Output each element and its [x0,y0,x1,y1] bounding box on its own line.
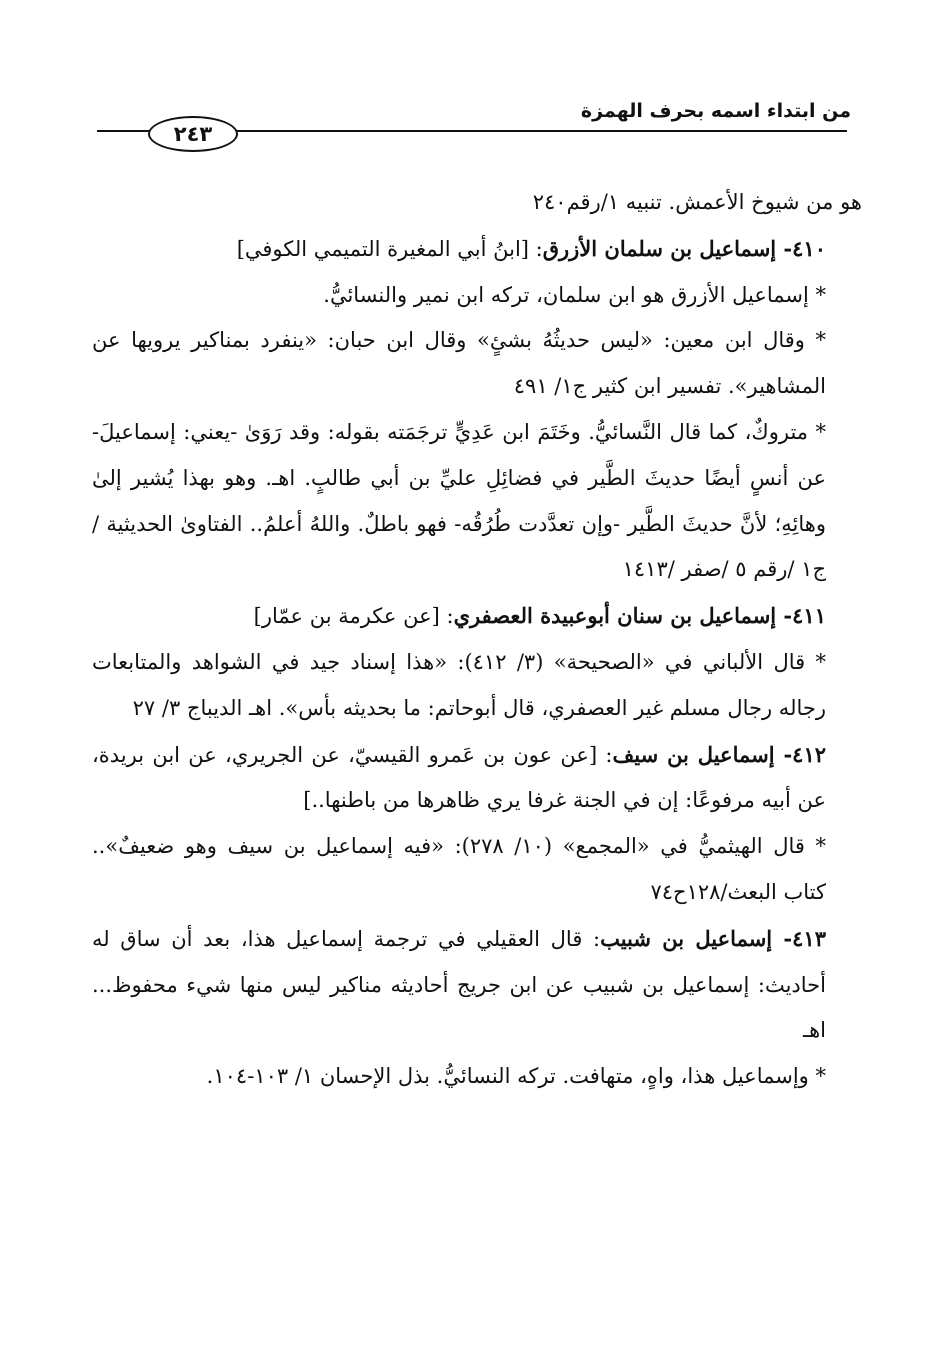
entry-text: : [عن عكرمة بن عمّار] [253,604,454,629]
note-paragraph: * وإسماعيل هذا، واهٍ، متهافت. تركه النسائيُّ. بذل الإحسان ١/ ١٠٣-١٠٤. [206,1064,826,1089]
note-paragraph: * إسماعيل الأزرق هو ابن سلمان، تركه ابن نمير والنسائيُّ. [323,282,826,307]
entry-heading: ٤١٢- إسماعيل بن سيف [612,741,827,767]
entry-412 [92,732,862,825]
entry-heading: ٤١١- إسماعيل بن سنان أبوعبيدة العصفري [453,603,826,629]
running-title: من ابتداء اسمه بحرف الهمزة [580,100,851,122]
paragraph-continuation: هو من شيوخ الأعمش. تنبيه ١/رقم٢٤٠ [532,190,862,214]
note-paragraph: * قال الألباني في «الصحيحة» (٣/ ٤١٢): «هذا إسناد جيد في الشواهد والمتابعات رجاله رجال مسلم غير العصفري، قال أبوحاتم: ما بحديثه بأس». اهـ الديباج ٣/ ٢٧ [92,649,826,720]
body-text [92,180,862,1100]
note-paragraph: * وقال ابن معين: «ليس حديثُهُ بشئٍ» وقال ابن حبان: «ينفرد بمناكير يرويها عن المشاهير». تفسير ابن كثير ج١/ ٤٩١ [92,328,826,399]
entry-text: : [عن عون بن عَمرو القيسيّ، عن الجريري، عن ابن بريدة، عن أبيه مرفوعًا: إن في الجنة غرفا يري ظاهرها من باطنها..] [92,742,826,813]
entry-text: : [ابنُ أبي المغيرة التميمي الكوفي] [236,236,543,261]
entry-heading: ٤١٣- إسماعيل بن شبيب [600,925,826,951]
page-number: ٢٤٣ [148,116,238,152]
entry-413 [92,916,862,1054]
entry-411 [92,593,862,640]
entry-heading: ٤١٠- إسماعيل بن سلمان الأزرق [542,235,826,261]
entry-410 [92,226,862,273]
note-paragraph: * متروكٌ، كما قال النَّسائيُّ. وخَتَمَ ابن عَدِيٍّ ترجَمَته بقوله: وقد رَوَىٰ -يعني: إسماعيلَ- عن أنسٍ أيضًا حديثَ الطَّير في فضائِلِ عليِّ بن أبي طالبٍ. اهـ. وهو بهذا يُشير إلىٰ وهائِهِ؛ لأنَّ حديثَ الطَّير -وإن تعدَّدت طُرُقُه- فهو باطلٌ. واللهُ أعلمُ.. الفتاوىٰ الحديثية /ج١ /رقم ٥ /صفر /١٤١٣ [92,419,826,582]
entry-text: : قال العقيلي في ترجمة إسماعيل هذا، بعد أن ساق له أحاديث: إسماعيل بن شبيب عن ابن جريج أحاديثه مناكير ليس منها شيء محفوظ... اهـ [92,926,826,1043]
note-paragraph: * قال الهيثميُّ في «المجمع» (١٠/ ٢٧٨): «فيه إسماعيل بن سيف وهو ضعيفٌ».. كتاب البعث/١٢٨ح٧٤ [92,834,826,904]
